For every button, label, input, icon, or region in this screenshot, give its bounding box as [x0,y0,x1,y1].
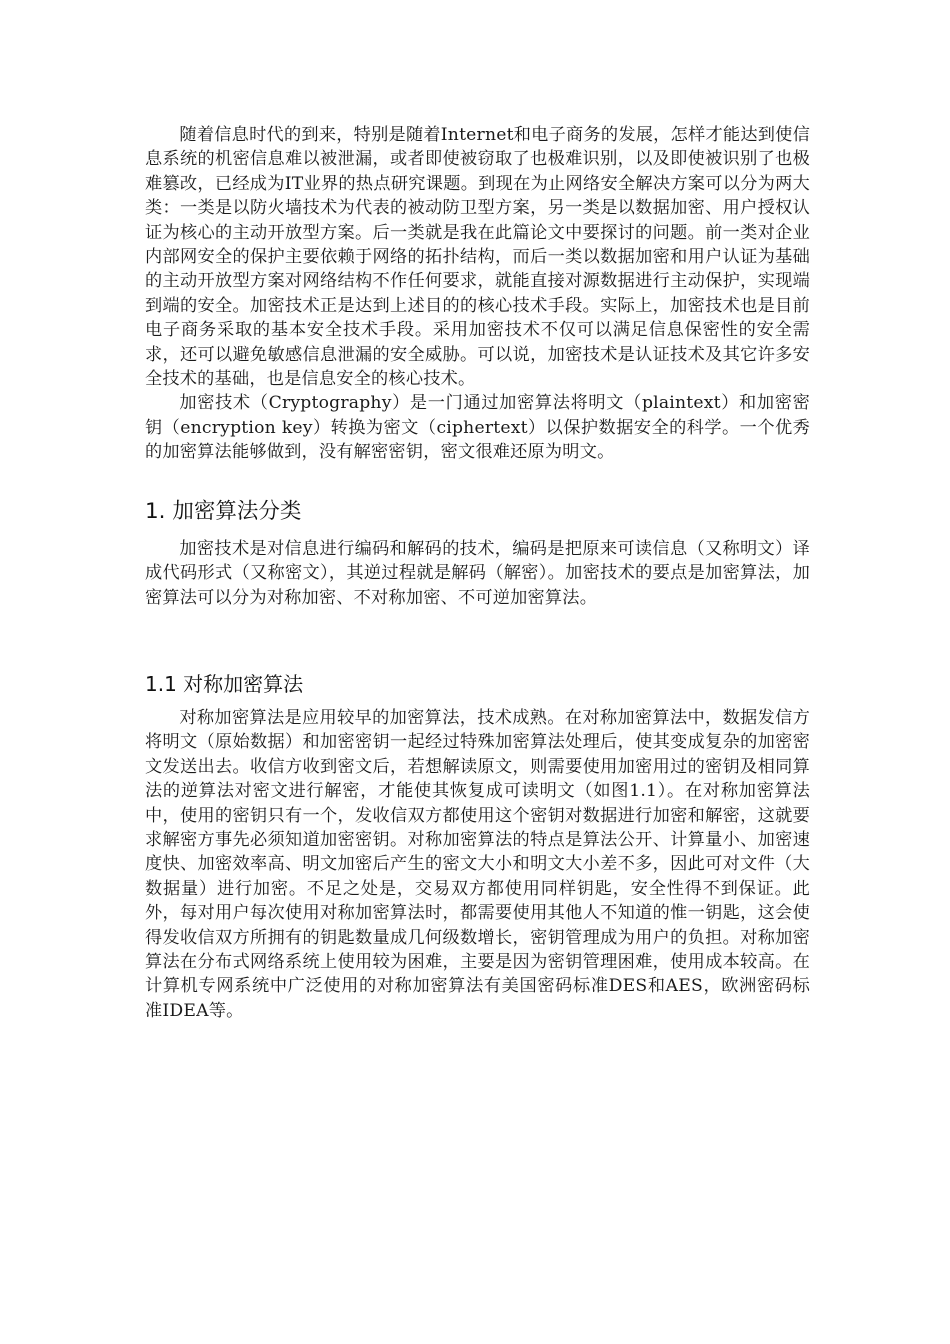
intro-paragraph-2: 加密技术（Cryptography）是一门通过加密算法将明文（plaintext）和加密密钥（encryption key）转换为密文（ciphertext）以保护数据安全的科学。一个优秀的加密算法能够做到，没有解密密钥，密文很难还原为明文。 [145,393,810,463]
section-1-heading: 1. 加密算法分类 [145,498,302,524]
section-1-1-heading: 1.1 对称加密算法 [145,671,304,696]
section-1-1-paragraph: 对称加密算法是应用较早的加密算法，技术成熟。在对称加密算法中，数据发信方将明文（原始数据）和加密密钥一起经过特殊加密算法处理后，使其变成复杂的加密密文发送出去。收信方收到密文后，若想解读原文，则需要使用加密用过的密钥及相同算法的逆算法对密文进行解密，才能使其恢复成可读明文（如图1.1）。在对称加密算法中，使用的密钥只有一个，发收信双方都使用这个密钥对数据进行加密和解密，这就要求解密方事先必须知道加密密钥。对称加密算法的特点是算法公开、计算量小、加密速度快、加密效率高、明文加密后产生的密文大小和明文大小差不多，因此可对文件（大数据量）进行加密。不足之处是，交易双方都使用同样钥匙，安全性得不到保证。此外，每对用户每次使用对称加密算法时，都需要使用其他人不知道的惟一钥匙，这会使得发收信双方所拥有的钥匙数量成几何级数增长，密钥管理成为用户的负担。对称加密算法在分布式网络系统上使用较为困难，主要是因为密钥管理困难，使用成本较高。在计算机专网系统中广泛使用的对称加密算法有美国密码标准DES和AES，欧洲密码标准IDEA等。 [145,707,810,1021]
section-1-paragraph: 加密技术是对信息进行编码和解码的技术，编码是把原来可读信息（又称明文）译成代码形式（又称密文），其逆过程就是解码（解密）。加密技术的要点是加密算法，加密算法可以分为对称加密、不对称加密、不可逆加密算法。 [145,538,810,608]
intro-paragraph-1: 随着信息时代的到来，特别是随着Internet和电子商务的发展，怎样才能达到使信息系统的机密信息难以被泄漏，或者即使被窃取了也极难识别，以及即使被识别了也极难篡改，已经成为IT业界的热点研究课题。到现在为止网络安全解决方案可以分为两大类：一类是以防火墙技术为代表的被动防卫型方案，另一类是以数据加密、用户授权认证为核心的主动开放型方案。后一类就是我在此篇论文中要探讨的问题。前一类对企业内部网安全的保护主要依赖于网络的拓扑结构，而后一类以数据加密和用户认证为基础的主动开放型方案对网络结构不作任何要求，就能直接对源数据进行主动保护，实现端到端的安全。加密技术正是达到上述目的的核心技术手段。实际上，加密技术也是目前电子商务采取的基本安全技术手段。采用加密技术不仅可以满足信息保密性的安全需求，还可以避免敏感信息泄漏的安全威胁。可以说，加密技术是认证技术及其它许多安全技术的基础，也是信息安全的核心技术。 [145,125,810,390]
document-page [145,123,810,1023]
